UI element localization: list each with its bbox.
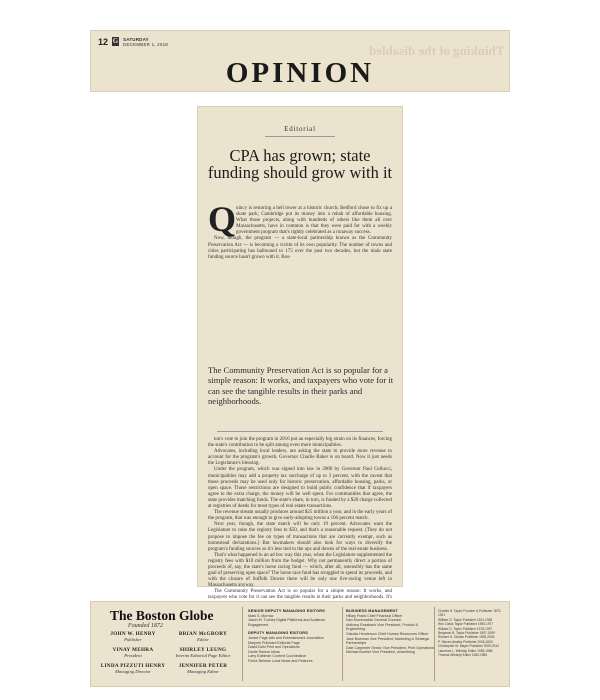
masthead-line: Marjorie Pritchard Editorial Page [248, 640, 300, 645]
masthead-line: William O. Taylor Publisher 1978-1997 [438, 626, 493, 631]
masthead-line: Mark S. Morrow [248, 613, 274, 618]
leader-name: BRIAN McGRORY [178, 631, 228, 637]
leader-entry [168, 663, 238, 675]
masthead-line: Claudia Henderson Chief Human Resources Officer [346, 631, 429, 636]
pull-quote: The Community Preservation Act is so popular for a simple reason: It works, and taxpayers who vote for it can see the tangible results in their parks and neighborhoods. [208, 365, 394, 407]
paragraph: uincy is restoring a bell tower at a historic church; Bedford chose to fix up a skate park; Cambridge put its money into a rehab of affordable housing. What those projects, along with hundreds of others like them all over Massachusetts, have in common is that they were paid for with a weekly government program that's rightly celebrated as a runaway success. [236, 206, 392, 236]
masthead-line: Jane Bowman Vice President, Marketing & Strategic [346, 636, 430, 641]
globe-logo-icon: G [112, 37, 119, 45]
masthead-line: Thomas Winship Editor 1965-1984 [438, 653, 488, 658]
section-title: OPINION [225, 57, 375, 89]
masthead-heading: SENIOR DEPUTY MANAGING EDITORS [248, 609, 325, 613]
masthead-line: Partnerships [346, 641, 367, 646]
leader-name: JOHN W. HENRY [110, 631, 156, 637]
masthead-line: Larry Edelman Content Coordination [248, 654, 307, 659]
leader-name: VINAY MEHRA [112, 647, 154, 653]
masthead-line: P. Steven Ainsley Publisher 2006-2009 [438, 639, 493, 644]
body-text [208, 437, 392, 614]
masthead-line: Felice Belman Local News and Features [248, 658, 313, 663]
leader-title: Interim Editorial Page Editor [175, 653, 231, 658]
masthead-line: Anthony Rossbach Vice President, Product & Engineering [346, 622, 419, 632]
leader-entry [168, 631, 238, 643]
paragraph: That's what happened in an ad hoc way this year, when the Legislature supplemented the registry fees with $10 million from the budget. Why not permanently direct a portion of proceeds of, say, the state's horse racing fund — which, after all, ostensibly has the same goal of preserving open space? The horse race fund has struggled to spend its proceeds, and with the closure of Suffolk Downs there will be only one live-racing venue left in Massachusetts anyway. [208, 552, 392, 589]
founded-line: Founded 1872 [128, 623, 163, 629]
masthead-line: Dan Krockmalnic General Counsel [346, 618, 402, 623]
paragraph: Now, though, the program — a state-local partnership known as the Community Preservation Act — is becoming a victim of its own popularity. The number of towns and cities participating has ballooned to 175 over the past two decades, but the main state funding source hasn't grown with it. Bos- [208, 236, 392, 260]
masthead-line: Hillary Frank Chief Financial Officer [346, 613, 403, 618]
masthead-business-column [346, 609, 434, 655]
masthead-line: David Dahl Print and Operations [248, 645, 300, 650]
masthead-line: Richard H. Gilman Publisher 1999-2006 [438, 635, 495, 640]
leader-name: LINDA PIZZUTI HENRY [100, 663, 166, 669]
column-divider [242, 607, 243, 681]
editorial-article-clipping [197, 106, 403, 601]
leader-name: SHIRLEY LEUNG [179, 647, 227, 653]
masthead-line: Laurence L. Winship Editor 1955-1965 [438, 648, 493, 653]
leader-entry [168, 647, 238, 659]
masthead-line: Dale Carpenter Senior Vice President, Print Operations [346, 645, 434, 650]
masthead-line: Wm. Davis Taylor Publisher 1955-1977 [438, 622, 494, 627]
leader-title: Publisher [124, 637, 142, 642]
paragraph: Under the program, which was signed into law in 2000 by Governor Paul Cellucci, municipalities may add a property tax surcharge of up to 3 percent, with the caveat that those proceeds may be used only for historic preservation, affordable housing, parks, or open space. Those restrictions are designed to build public confidence that if taxpayers agree to the extra charge, the money will be well spent. For communities that agree, the state provides matching funds. The state's share, in turn, is funded by a $20 charge collected at registries of deeds for most types of real estate transactions. [208, 467, 392, 510]
paragraph: Next year, though, the state match will be only 19 percent. Advocates want the Legislature to raise the registry fees to $50, and that's a reasonable request. (They do not propose to impose the fee on types of transactions that are currently exempt, such as homestead declarations.) But lawmakers should also look for ways to diversify the program's funding sources so it's less tied to the ups and downs of the real estate business. [208, 522, 392, 552]
section-header-clipping [90, 30, 510, 92]
paragraph: Advocates, including local leaders, are asking the state to provide more revenue to account for the program's growth. Governor Charlie Baker is on board. Now it just needs the Legislature's blessing. [208, 449, 392, 467]
masthead-line: Dante Ramos Ideas [248, 649, 280, 654]
issue-day: SATURDAY [123, 37, 149, 42]
masthead-heading: BUSINESS MANAGEMENT [346, 609, 398, 613]
intro-text [208, 206, 392, 261]
page-number: 12 [98, 37, 109, 47]
leader-title: President [124, 653, 142, 658]
paragraph: ton's vote to join the program in 2016 put an especially big strain on its finances, forcing the state's contribution to be split among even more municipalities. [208, 437, 392, 449]
issue-date-text: DECEMBER 1, 2018 [123, 42, 168, 47]
headline: CPA has grown; state funding should grow with it [207, 146, 393, 182]
masthead-line: Michael Brother Vice President, Advertising [346, 650, 415, 655]
issue-date [123, 37, 168, 47]
newspaper-nameplate: The Boston Globe [110, 608, 214, 623]
masthead-line: William O. Taylor Publisher 1921-1955 [438, 617, 493, 622]
masthead-heading: DEPUTY MANAGING EDITORS [248, 631, 308, 636]
masthead-history-column [438, 609, 508, 657]
masthead-line: Janice Page Arts and Entertainment Journalism [248, 635, 324, 640]
masthead-clipping [90, 601, 510, 687]
column-divider [342, 607, 343, 681]
masthead-line: Jason M. Tuohey Digital Platforms and Audience Engagement [248, 618, 326, 627]
masthead-line: Charles H. Taylor Founder & Publisher 1873-1921 [438, 609, 502, 618]
paragraph: The revenue stream usually produces around $25 million a year, and in the early years of the program, that was enough to give early-adopting towns a 100 percent match. [208, 510, 392, 522]
leader-entry [98, 631, 168, 643]
paragraph: The Community Preservation Act is so popular for a simple reason: It works, and taxpayers who vote for it can see the tangible results in their parks and neighborhoods. It's [208, 589, 392, 601]
leader-title: Editor [197, 637, 209, 642]
leader-name: JENNIFER PETER [178, 663, 228, 669]
kicker: Editorial [284, 125, 316, 133]
page-meta [98, 37, 168, 47]
column-divider [434, 607, 435, 681]
bleed-through-text: Thinking of the disabled [368, 43, 504, 58]
leader-title: Managing Editor [187, 669, 219, 674]
leader-entry [98, 663, 168, 675]
leader-title: Managing Director [115, 669, 151, 674]
drop-cap: Q [208, 199, 237, 239]
masthead-line: Christopher M. Mayer Publisher 2009-2014 [438, 644, 499, 649]
masthead-line: Benjamin B. Taylor Publisher 1997-1999 [438, 631, 495, 636]
pull-quote-divider [217, 431, 383, 432]
masthead-editors-column [248, 609, 340, 664]
leader-entry [98, 647, 168, 659]
kicker-divider [265, 136, 335, 137]
